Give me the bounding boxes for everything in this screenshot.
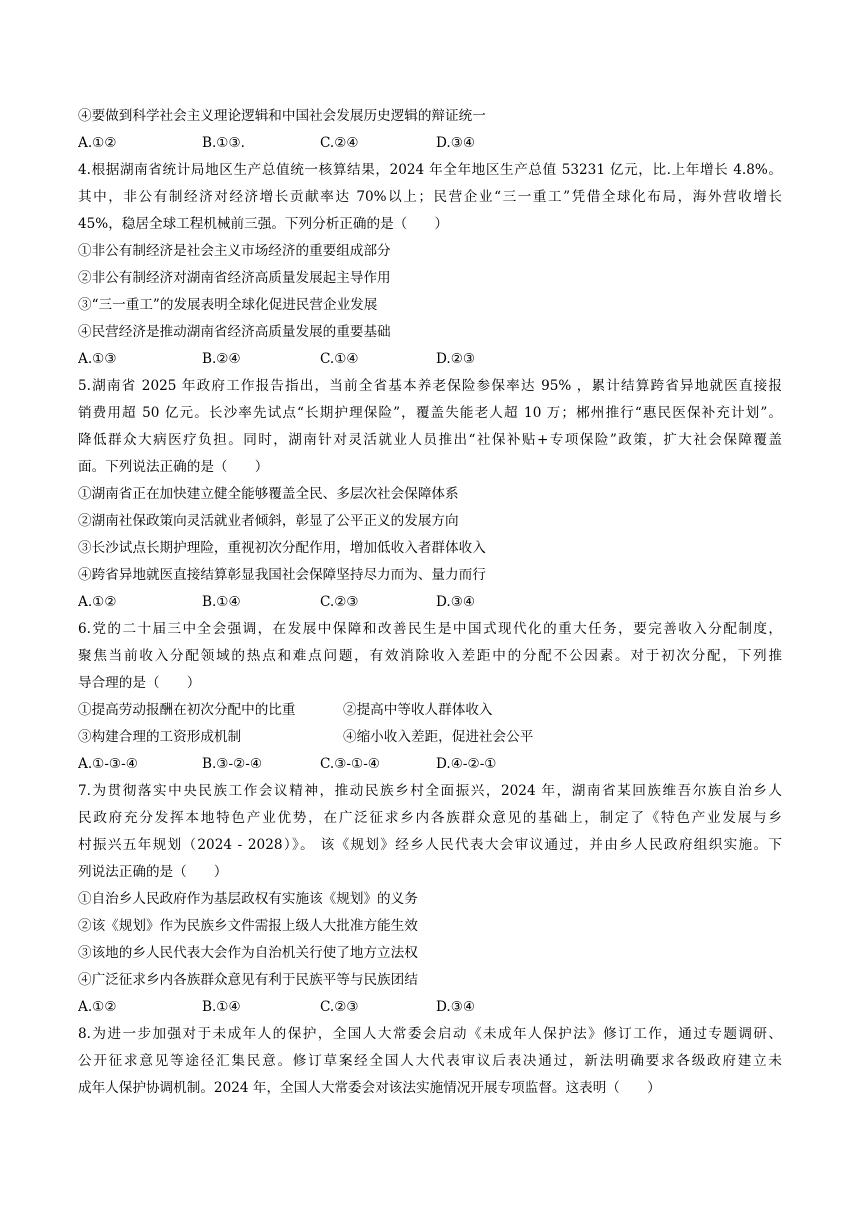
q3-option-b[interactable]: B.①③. (202, 135, 246, 151)
q3-item-4: ④要做到科学社会主义理论逻辑和中国社会发展历史逻辑的辩证统一 (78, 108, 486, 124)
q5-item-4: ④跨省异地就医直接结算彰显我国社会保障坚持尽力而为、量力而行 (78, 567, 486, 583)
q6-options (78, 751, 782, 778)
exam-page (78, 103, 782, 1102)
q7-option-d[interactable]: D.③④ (436, 999, 476, 1015)
q4-options (78, 346, 782, 373)
q7-stem-line-2: 民政府充分发挥本地特色产业优势，在广泛征求乡内各族群众意见的基础上，制定了《特色产业发展与乡 (78, 810, 782, 826)
q3-option-d[interactable]: D.③④ (436, 135, 476, 151)
q4-stem-line-1: 4.根据湖南省统计局地区生产总值统一核算结果，2024 年全年地区生产总值 53231 亿元，比.上年增长 4.8%。 (78, 162, 782, 178)
q4-item-3: ③“三一重工”的发展表明全球化促进民营企业发展 (78, 297, 378, 313)
q7-item-1: ①自治乡人民政府作为基层政权有实施该《规划》的义务 (78, 891, 418, 907)
q6-items-row-2 (78, 724, 782, 751)
q6-stem-line-2: 聚焦当前收入分配领域的热点和难点问题，有效消除收入差距中的分配不公因素。对于初次分配，下列推 (78, 648, 782, 664)
q6-stem-line-3: 导合理的是（ ） (78, 675, 201, 691)
q4-item-2: ②非公有制经济对湖南省经济高质量发展起主导作用 (78, 270, 391, 286)
q7-item-2: ②该《规划》作为民族乡文件需报上级人大批准方能生效 (78, 918, 418, 934)
q3-options (78, 130, 782, 157)
q6-item-3: ③构建合理的工资形成机制 (78, 729, 242, 745)
q5-option-b[interactable]: B.①④ (202, 594, 241, 610)
q8-stem-line-1: 8.为进一步加强对于未成年人的保护，全国人大常委会启动《未成年人保护法》修订工作，通过专题调研、 (78, 1026, 782, 1042)
q8-stem-line-2: 公开征求意见等途径汇集民意。修订草案经全国人大代表审议后表决通过，新法明确要求各级政府建立未 (78, 1053, 782, 1069)
q4-option-d[interactable]: D.②③ (436, 351, 476, 367)
q6-item-1: ①提高劳动报酬在初次分配中的比重 (78, 702, 296, 718)
q5-option-a[interactable]: A.①② (78, 594, 117, 610)
q7-option-b[interactable]: B.①④ (202, 999, 241, 1015)
q4-item-4: ④民营经济是推动湖南省经济高质量发展的重要基础 (78, 324, 391, 340)
q6-option-d[interactable]: D.④-②-① (436, 756, 497, 772)
q4-option-a[interactable]: A.①③ (78, 351, 117, 367)
q7-options (78, 994, 782, 1021)
q4-option-b[interactable]: B.②④ (202, 351, 241, 367)
q7-item-3: ③该地的乡人民代表大会作为自治机关行使了地方立法权 (78, 945, 418, 961)
q5-option-c[interactable]: C.②③ (320, 594, 359, 610)
q6-option-c[interactable]: C.③-①-④ (320, 756, 380, 772)
q5-item-2: ②湖南社保政策向灵活就业者倾斜，彰显了公平正义的发展方向 (78, 513, 459, 529)
q7-option-c[interactable]: C.②③ (320, 999, 359, 1015)
q4-item-1: ①非公有制经济是社会主义市场经济的重要组成部分 (78, 243, 391, 259)
q7-stem-line-4: 列说法正确的是（ ） (78, 864, 228, 880)
q5-item-1: ①湖南省正在加快建立健全能够覆盖全民、多层次社会保障体系 (78, 486, 459, 502)
q5-option-d[interactable]: D.③④ (436, 594, 476, 610)
q4-stem-line-3: 45%，稳居全球工程机械前三强。下列分析正确的是（ ） (78, 216, 449, 232)
q5-options (78, 589, 782, 616)
q8-stem-line-3: 成年人保护协调机制。2024 年，全国人大常委会对该法实施情况开展专项监督。这表明（ ） (78, 1080, 661, 1096)
q7-option-a[interactable]: A.①② (78, 999, 117, 1015)
q3-option-a[interactable]: A.①② (78, 135, 117, 151)
q6-stem-line-1: 6.党的二十届三中全会强调，在发展中保障和改善民生是中国式现代化的重大任务，要完善收入分配制度， (78, 621, 782, 637)
q7-stem-line-1: 7.为贯彻落实中央民族工作会议精神，推动民族乡村全面振兴，2024 年，湖南省某回族维吾尔族自治乡人 (78, 783, 782, 799)
q6-items-row-1 (78, 697, 782, 724)
q4-stem-line-2: 其中，非公有制经济对经济增长贡献率达 70%以上；民营企业“三一重工”凭借全球化布局，海外营收增长 (78, 189, 782, 205)
q5-stem-line-2: 销费用超 50 亿元。长沙率先试点“长期护理保险”，覆盖失能老人超 10 万；郴州推行“惠民医保补充计划”。 (78, 405, 782, 421)
q5-stem-line-4: 面。下列说法正确的是（ ） (78, 459, 269, 475)
q6-option-a[interactable]: A.①-③-④ (78, 756, 138, 772)
q5-stem-line-1: 5.湖南省 2025 年政府工作报告指出，当前全省基本养老保险参保率达 95% ，累计结算跨省异地就医直接报 (78, 378, 782, 394)
q6-item-2: ②提高中等收人群体收入 (343, 702, 493, 718)
q4-option-c[interactable]: C.①④ (320, 351, 359, 367)
q6-option-b[interactable]: B.③-②-④ (202, 756, 263, 772)
q6-item-4: ④缩小收入差距，促进社会公平 (343, 729, 534, 745)
q5-item-3: ③长沙试点长期护理险，重视初次分配作用，增加低收入者群体收入 (78, 540, 486, 556)
q5-stem-line-3: 降低群众大病医疗负担。同时，湖南针对灵活就业人员推出“社保补贴+专项保险”政策，扩大社会保障覆盖 (78, 432, 782, 448)
q3-option-c[interactable]: C.②④ (320, 135, 359, 151)
q7-stem-line-3: 村振兴五年规划（2024 - 2028）》。 该《规划》经乡人民代表大会审议通过，并由乡人民政府组织实施。下 (78, 837, 782, 853)
q7-item-4: ④广泛征求乡内各族群众意见有利于民族平等与民族团结 (78, 972, 418, 988)
